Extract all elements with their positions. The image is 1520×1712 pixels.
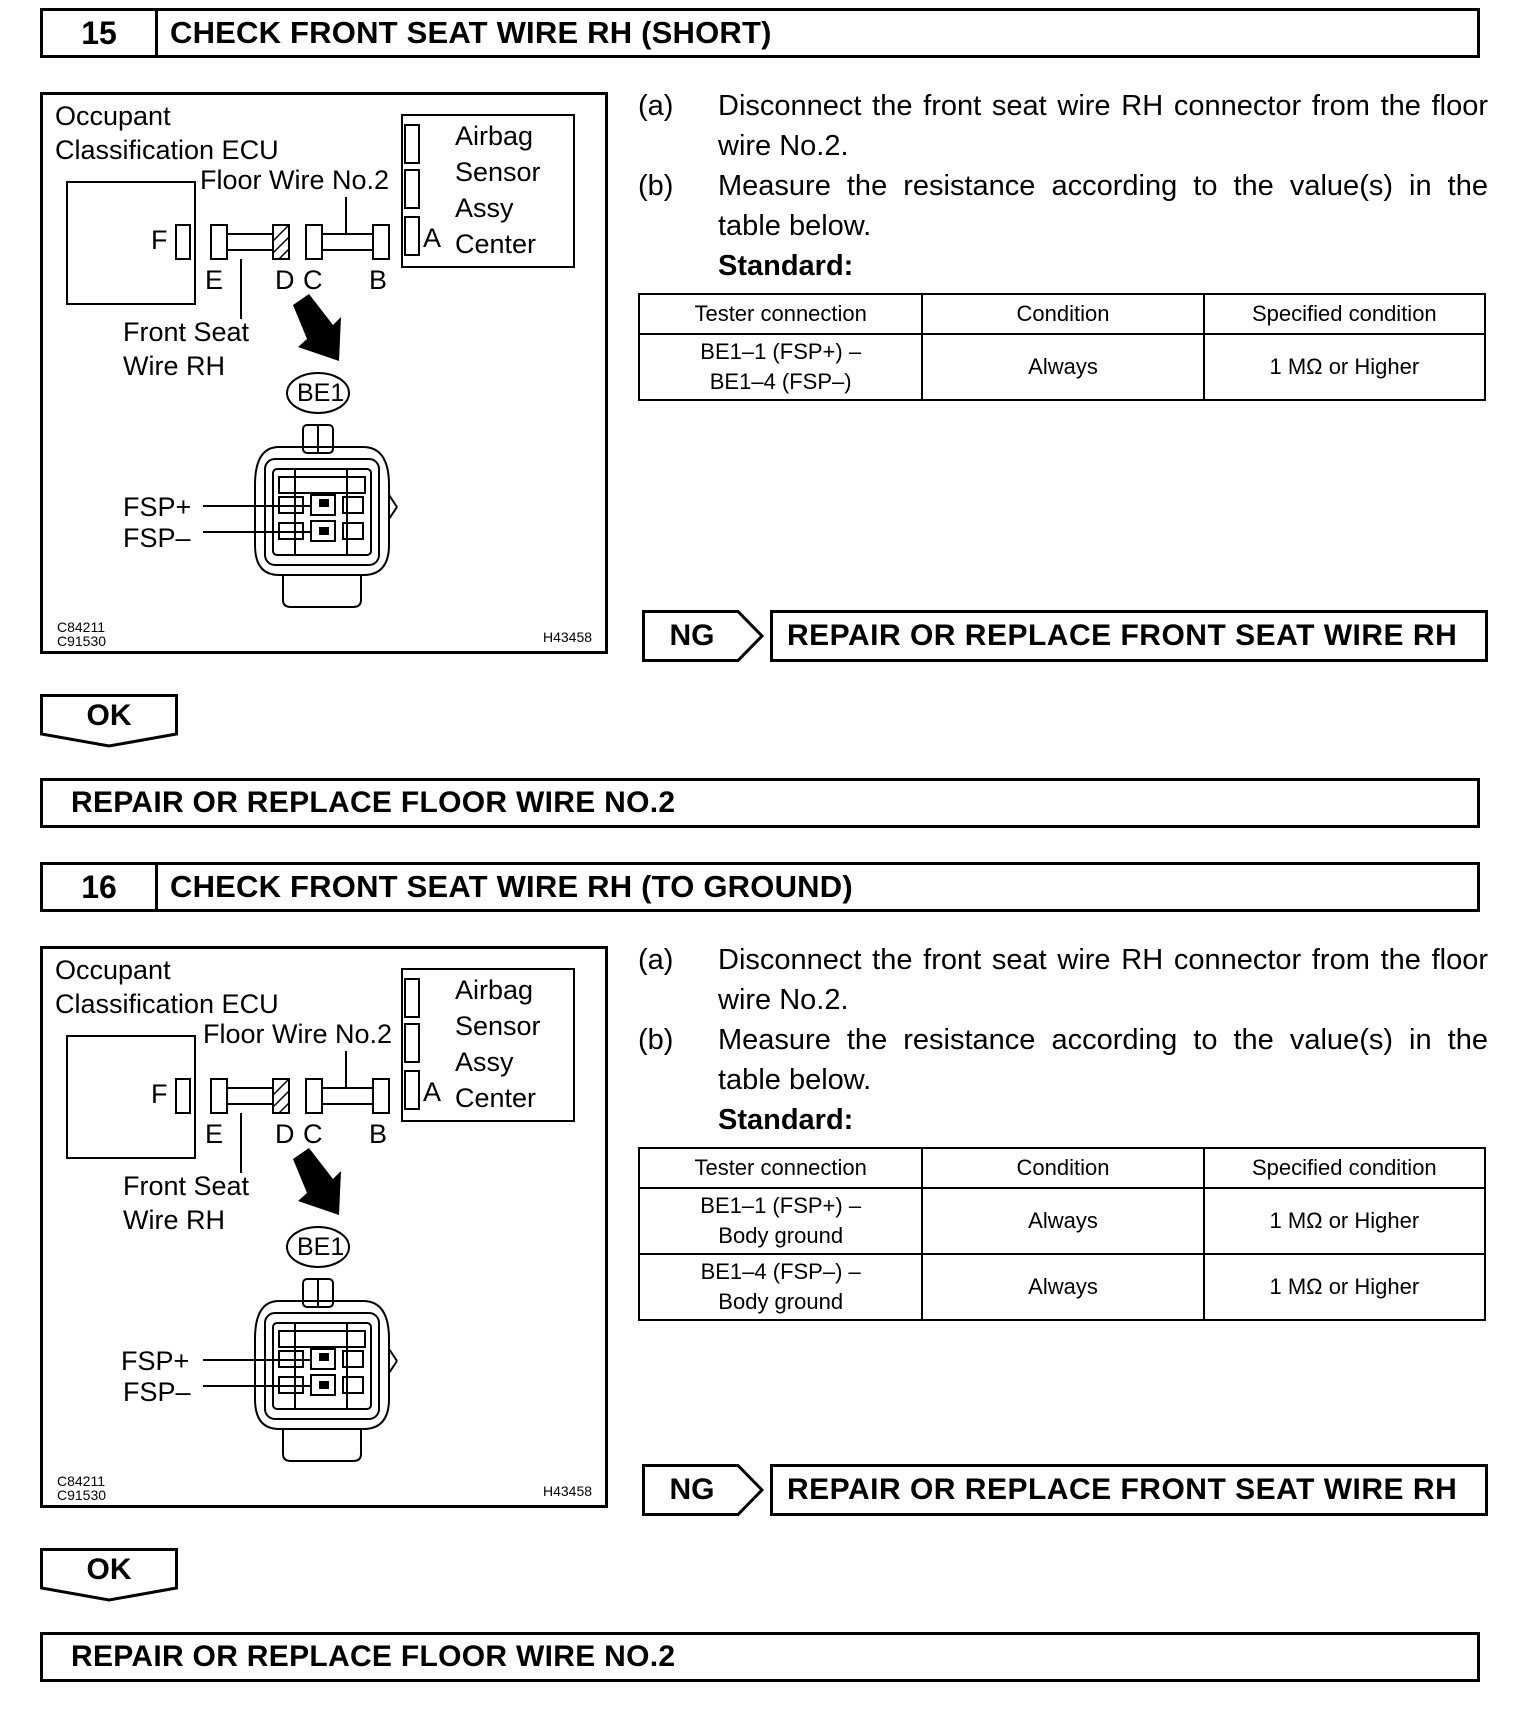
ng-arrow [642,610,764,662]
occupant-label: Occupant [55,955,171,985]
table-row [639,1188,1485,1254]
airbag-label-1: Airbag [455,121,534,151]
tester-connection-cell [639,1188,922,1254]
be1-label: BE1 [297,379,345,407]
tester-connection-cell [639,1254,922,1320]
step-15-illustration [40,92,608,654]
floor-wire-label: Floor Wire No.2 [203,1019,393,1049]
ok-result-bar: REPAIR OR REPLACE FLOOR WIRE NO.2 [40,1632,1480,1682]
table-header-row [639,1148,1485,1188]
step-16-illustration [40,946,608,1508]
wire-rh-label: Wire RH [123,1205,225,1235]
specified-cell: 1 MΩ or Higher [1204,334,1485,400]
specified-cell: 1 MΩ or Higher [1204,1254,1485,1320]
tester-line: Body ground [718,1289,844,1314]
step-title: CHECK FRONT SEAT WIRE RH (TO GROUND) [170,869,853,904]
figure-code: H43458 [543,1483,593,1499]
ng-result-box: REPAIR OR REPLACE FRONT SEAT WIRE RH [770,1464,1488,1516]
tester-line: BE1–1 (FSP+) – [700,339,862,364]
table-header: Condition [922,1148,1203,1188]
condition-cell: Always [922,1254,1203,1320]
connector-c-label: C [303,265,323,295]
connector-f-label: F [151,225,168,255]
connector-c-label: C [303,1119,323,1149]
condition-cell: Always [922,1188,1203,1254]
standard-row [638,246,1488,286]
instruction-index: (b) [638,170,674,202]
tester-connection-cell [639,334,922,400]
ok-tab [40,694,178,748]
step-16-header [40,862,1480,912]
step-title: CHECK FRONT SEAT WIRE RH (SHORT) [170,15,772,50]
specified-cell: 1 MΩ or Higher [1204,1188,1485,1254]
tester-line: BE1–1 (FSP+) – [700,1193,862,1218]
airbag-label-1: Airbag [455,975,534,1005]
connector-d-label: D [275,1119,295,1149]
table-row [639,334,1485,400]
ok-result-bar: REPAIR OR REPLACE FLOOR WIRE NO.2 [40,778,1480,828]
step-16-instructions [638,940,1488,1140]
be1-label: BE1 [297,1233,345,1261]
instruction-item [638,940,1488,1020]
figure-code: C84211 [57,619,106,635]
standard-row [638,1100,1488,1140]
ng-label: NG [669,619,715,652]
airbag-label-4: Center [455,1083,537,1113]
instruction-index: (a) [638,90,674,122]
step-15-header [40,8,1480,58]
classification-ecu-label: Classification ECU [55,989,279,1019]
standard-label: Standard: [718,1104,854,1136]
occupant-label: Occupant [55,101,171,131]
table-header: Condition [922,294,1203,334]
tester-line: Body ground [718,1223,844,1248]
ok-label: OK [86,699,132,732]
table-header: Tester connection [639,1148,922,1188]
table-header: Specified condition [1204,1148,1485,1188]
tester-line: BE1–4 (FSP–) – [700,1259,861,1284]
airbag-label-4: Center [455,229,537,259]
connector-a-label: A [423,223,442,253]
fsp-plus-label: FSP+ [123,492,192,522]
step-number: 16 [43,865,158,909]
airbag-label-2: Sensor [455,1011,541,1041]
condition-cell: Always [922,334,1203,400]
airbag-label-3: Assy [455,1047,514,1077]
ng-result-box: REPAIR OR REPLACE FRONT SEAT WIRE RH [770,610,1488,662]
table-header: Specified condition [1204,294,1485,334]
instruction-item [638,1020,1488,1100]
instruction-item [638,166,1488,246]
connector-a-label: A [423,1077,442,1107]
figure-code: C84211 [57,1473,106,1489]
step-15-spec-table [638,293,1486,401]
instruction-index: (b) [638,1024,674,1056]
figure-code: C91530 [57,1487,107,1503]
connector-b-label: B [369,265,388,295]
fsp-plus-label: FSP+ [121,1346,190,1376]
step-16-spec-table [638,1147,1486,1321]
table-header: Tester connection [639,294,922,334]
step-number: 15 [43,11,158,55]
airbag-label-3: Assy [455,193,514,223]
step-15-instructions [638,86,1488,286]
table-row [639,1254,1485,1320]
ng-arrow [642,1464,764,1516]
connector-b-label: B [369,1119,388,1149]
figure-code: H43458 [543,629,593,645]
front-seat-label: Front Seat [123,317,250,347]
wire-rh-label: Wire RH [123,351,225,381]
figure-code: C91530 [57,633,107,649]
instruction-text: Measure the resistance according to the value(s) in the table below. [718,1024,1488,1096]
ng-label: NG [669,1473,715,1506]
fsp-minus-label: FSP– [123,1377,191,1407]
front-seat-label: Front Seat [123,1171,250,1201]
airbag-label-2: Sensor [455,157,541,187]
instruction-text: Disconnect the front seat wire RH connector from the floor wire No.2. [718,944,1488,1016]
ok-tab [40,1548,178,1602]
tester-line: BE1–4 (FSP–) [709,369,852,394]
floor-wire-label: Floor Wire No.2 [200,165,390,195]
instruction-text: Disconnect the front seat wire RH connector from the floor wire No.2. [718,90,1488,162]
instruction-item [638,86,1488,166]
connector-e-label: E [205,265,224,295]
ok-label: OK [86,1553,132,1586]
fsp-minus-label: FSP– [123,523,191,553]
table-header-row [639,294,1485,334]
connector-d-label: D [275,265,295,295]
instruction-text: Measure the resistance according to the value(s) in the table below. [718,170,1488,242]
connector-f-label: F [151,1079,168,1109]
instruction-index: (a) [638,944,674,976]
standard-label: Standard: [718,250,854,282]
classification-ecu-label: Classification ECU [55,135,279,165]
connector-e-label: E [205,1119,224,1149]
